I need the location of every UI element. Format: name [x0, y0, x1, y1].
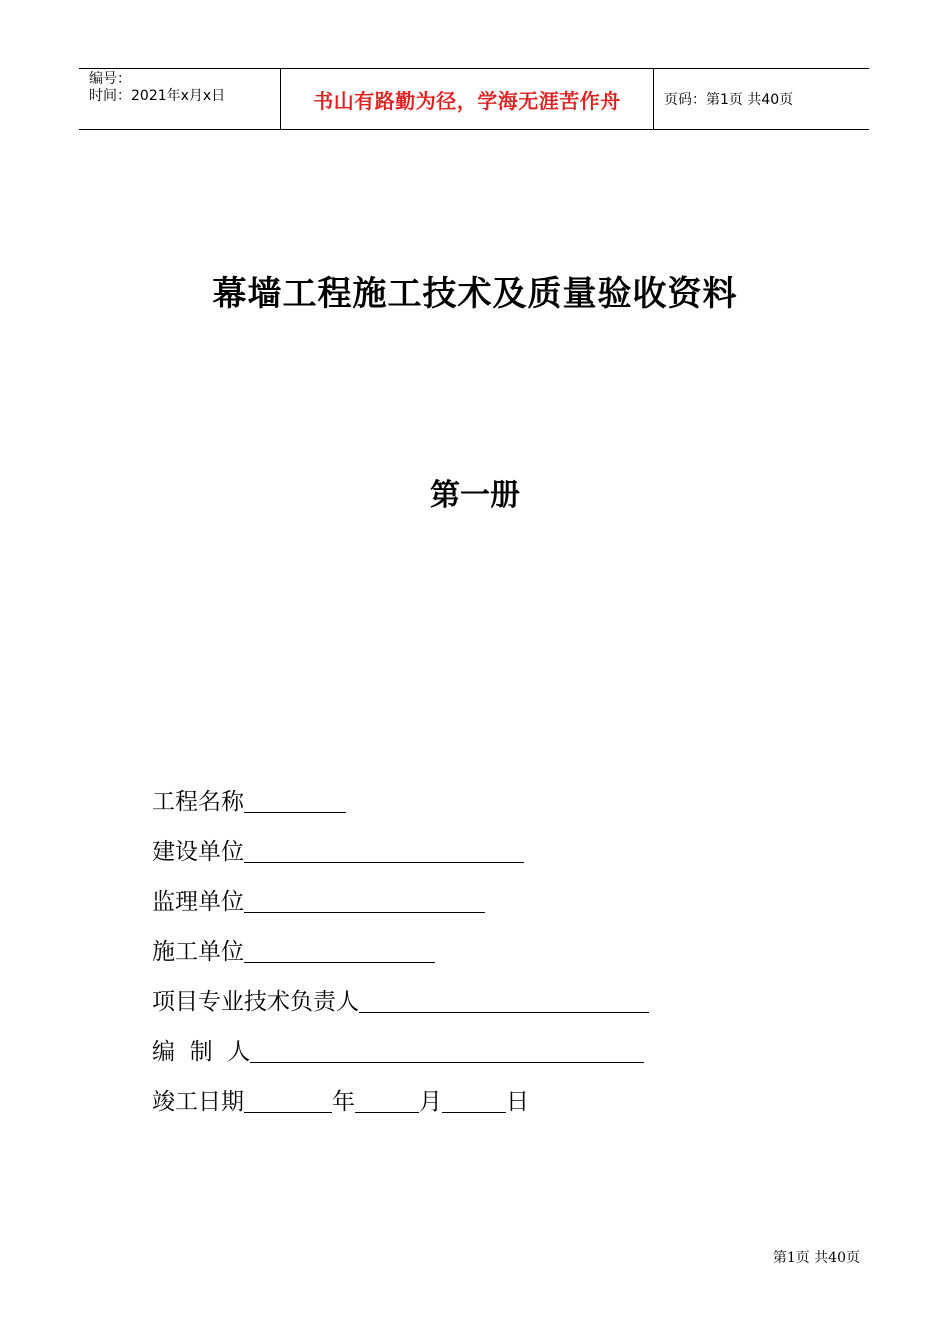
field-label: 监理单位: [152, 889, 244, 915]
field-label: 施工单位: [152, 939, 244, 965]
field-tech-lead: [152, 966, 649, 1016]
serial-number-label: 编号：: [89, 71, 131, 87]
field-supervision-unit: [152, 866, 649, 916]
field-construction-unit: [152, 816, 649, 866]
time-label: 时间：2021年x月x日: [89, 88, 226, 104]
blank-line: [442, 1090, 506, 1113]
footer-page-number: 第1页 共40页: [772, 1250, 860, 1266]
year-unit: 年: [332, 1089, 355, 1115]
blank-line: [250, 1040, 644, 1063]
blank-line: [359, 990, 649, 1013]
field-label: 项目专业技术负责人: [152, 989, 359, 1015]
header-motto-cell: [281, 69, 654, 129]
day-unit: 日: [506, 1089, 529, 1115]
header-page-info: 页码：第1页 共40页: [664, 92, 794, 108]
cover-form-fields: [152, 766, 649, 1116]
motto-text: 书山有路勤为径，学海无涯苦作舟: [313, 88, 621, 113]
blank-line: [244, 840, 524, 863]
field-builder-unit: [152, 916, 649, 966]
document-title: 幕墙工程施工技术及质量验收资料: [212, 274, 738, 314]
header-meta-cell: [79, 69, 281, 129]
field-label: 建设单位: [152, 839, 244, 865]
field-label: 编 制 人: [152, 1039, 251, 1065]
field-compiler: [152, 1016, 649, 1066]
field-label: 竣工日期: [152, 1089, 244, 1115]
month-unit: 月: [419, 1089, 442, 1115]
field-completion-date: [152, 1066, 649, 1116]
blank-line: [244, 940, 435, 963]
blank-line: [244, 1090, 332, 1113]
volume-title: 第一册: [430, 478, 520, 513]
page-header: [79, 68, 869, 130]
header-page-cell: [654, 69, 869, 129]
field-project-name: [152, 766, 649, 816]
blank-line: [244, 790, 346, 813]
blank-line: [244, 890, 485, 913]
blank-line: [355, 1090, 419, 1113]
field-label: 工程名称: [152, 789, 244, 815]
